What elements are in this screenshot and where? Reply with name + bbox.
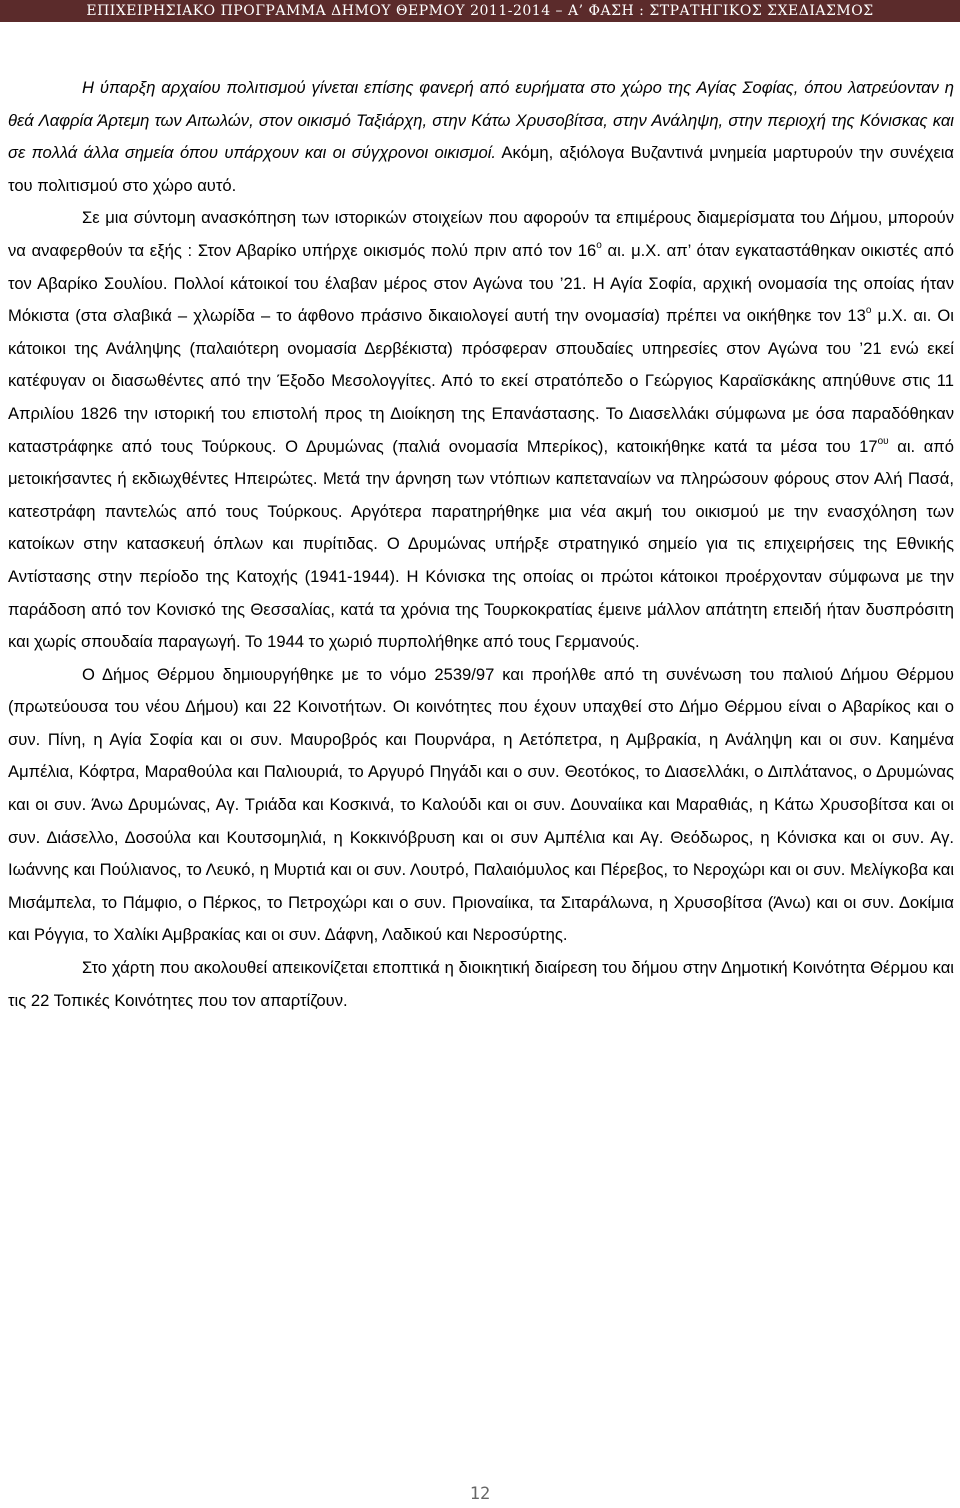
- paragraph-map-intro: Στο χάρτη που ακολουθεί απεικονίζεται εποπτικά η διοικητική διαίρεση του δήμου στην Δημοτική Κοινότητα Θέρμου και τις 22 Τοπικές Κοινότητες που τον απαρτίζουν.: [8, 958, 954, 1010]
- paragraph-historical-review-part-3: μ.Χ. αι. Οι κάτοικοι της Ανάληψης (παλαιότερη ονομασία Δερβέκιστα) πρόσφεραν σπουδαίες υπηρεσίες στον Αγώνα του ’21 ενώ εκεί κατέφυγαν οι διασωθέντες από την Έξοδο Μεσολογγίτες. Από το εκεί στρατόπεδο ο Γεώργιος Καραϊσκάκης απηύθυνε στις 11 Απριλίου 1826 την ιστορική του επιστολή προς τη Διοίκηση της Επανάστασης. Το Διασελλάκι σύμφωνα με όσα παραδόθηκαν καταστράφηκε από τους Τούρκους. Ο Δρυμώνας (παλιά ονομασία Μπερίκος), κατοικήθηκε κατά τα μέσα του 17: [8, 306, 954, 456]
- paragraph-byzantine-text: Ακόμη, αξιόλογα Βυζαντινά μνημεία μαρτυρούν την συνέχεια του πολιτισμού στο χώρο αυτό.: [8, 143, 954, 195]
- paragraph-historical-review-part-2: αι. μ.Χ. απ’ όταν εγκαταστάθηκαν οικιστές από τον Αβαρίκο Σουλίου. Πολλοί κάτοικοί του έλαβαν μέρος στον Αγώνα του ’21. Η Αγία Σοφία, αρχική ονομασία της οποίας ήταν Μόκιστα (στα σλαβικά – χλωρίδα – το άφθονο πράσινο δικαιολογεί αυτή την ονομασία) πρέπει να οικήθηκε τον 13: [8, 240, 954, 326]
- paragraph-municipality-formation: Ο Δήμος Θέρμου δημιουργήθηκε με το νόμο 2539/97 και προήλθε από τη συνένωση του παλιού Δήμου Θέρμου (πρωτεύουσα του νέου Δήμου) και 22 Κοινοτήτων. Οι κοινότητες που έχουν υπαχθεί στο Δήμο Θέρμου είναι ο Αβαρίκος και ο συν. Πίνη, η Αγία Σοφία και οι συν. Μαυροβρός και Πουρνάρα, η Αετόπετρα, η Αμβρακία, η Ανάληψη και οι συν. Καημένα Αμπέλια, Κόφτρα, Μαραθούλα και Παλιουριά, το Αργυρό Πηγάδι και ο συν. Θεοτόκος, το Διασελλάκι, ο Διπλάτανος, ο Δρυμώνας και οι συν. Άνω Δρυμώνας, Αγ. Τριάδα και Κοσκινά, το Καλούδι και οι συν. Δουναίικα και Μαραθιάς, η Κάτω Χρυσοβίτσα και οι συν. Διάσελλο, Δοσούλα και Κουτσομηλιά, η Κοκκινόβρυση και οι συν Αμπέλια και Αγ. Θεόδωρος, η Κόνισκα και οι συν. Αγ. Ιωάννης και Πούλιανος, το Λευκό, η Μυρτιά και οι συν. Λουτρό, Παλαιόμυλος και Πέρεβος, το Νεροχώρι και οι συν. Μελίγκοβα και Μισάμπελα, το Πάμφιο, ο Πέρκος, το Πετροχώρι και ο συν. Πριοναίικα, τα Σιταράλωνα, η Χρυσοβίτσα (Άνω) και οι συν. Δοκίμια και Ρόγγια, το Χαλίκι Αμβρακίας και οι συν. Δάφνη, Λαδικού και Νεροσύρτης.: [8, 664, 954, 945]
- paragraph-historical-review-part-4: αι. από μετοικήσαντες ή εκδιωχθέντες Ηπειρώτες. Μετά την άρνηση των ντόπιων καπεταναίων να πληρώσουν φόρους στον Αλή Πασά, κατεστράφη παντελώς από τους Τούρκους. Αργότερα παρατηρήθηκε μια νέα ακμή του οικισμού με την ενασχόληση των κατοίκων στην κατασκευή όπλων και πυρίτιδας. Ο Δρυμώνας υπήρξε στρατηγικό σημείο για τις επιχειρήσεις της Εθνικής Αντίστασης στην περίοδο της Κατοχής (1941-1944). Η Κόνισκα της οποίας οι πρώτοι κάτοικοι προέρχονταν σύμφωνα με την παράδοση από τον Κονισκό της Θεσσαλίας, κατά τα χρόνια της Τουρκοκρατίας έμεινε μάλλον απάτητη επειδή ήταν δυσπρόσιτη και χωρίς σπουδαία παραγωγή. Το 1944 το χωριό πυρπολήθηκε από τους Γερμανούς.: [8, 436, 954, 652]
- superscript-ordinal: ου: [877, 435, 889, 447]
- paragraph-historical-review: [8, 202, 954, 658]
- superscript-ordinal: ο: [865, 305, 872, 317]
- document-header: ΕΠΙΧΕΙΡΗΣΙΑΚΟ ΠΡΟΓΡΑΜΜΑ ΔΗΜΟΥ ΘΕΡΜΟΥ 2011-2014 – Α’ ΦΑΣΗ : ΣΤΡΑΤΗΓΙΚΟΣ ΣΧΕΔΙΑΣΜΟΣ: [0, 0, 960, 22]
- superscript-ordinal: ο: [596, 239, 602, 251]
- page-number: 12: [469, 1484, 491, 1504]
- paragraph-historical-review-part-1: Σε μια σύντομη ανασκόπηση των ιστορικών στοιχείων που αφορούν τα επιμέρους διαμερίσματα του Δήμου, μπορούν να αναφερθούν τα εξής : Στον Αβαρίκο υπήρχε οικισμός πολύ πριν από τον 16: [8, 208, 954, 260]
- paragraph-ancient-civilization: [8, 72, 954, 202]
- paragraph-ancient-civilization-text: Η ύπαρξη αρχαίου πολιτισμού γίνεται επίσης φανερή από ευρήματα στο χώρο της Αγίας Σοφίας, όπου λατρεύονταν η θεά Λαφρία Άρτεμη των Αιτωλών, στον οικισμό Ταξιάρχη, στην Κάτω Χρυσοβίτσα, στην Ανάληψη, στην περιοχή της Κόνισκας και σε πολλά άλλα σημεία όπου υπάρχουν και οι σύγχρονοι οικισμοί.: [8, 78, 954, 163]
- document-body: [8, 72, 954, 1017]
